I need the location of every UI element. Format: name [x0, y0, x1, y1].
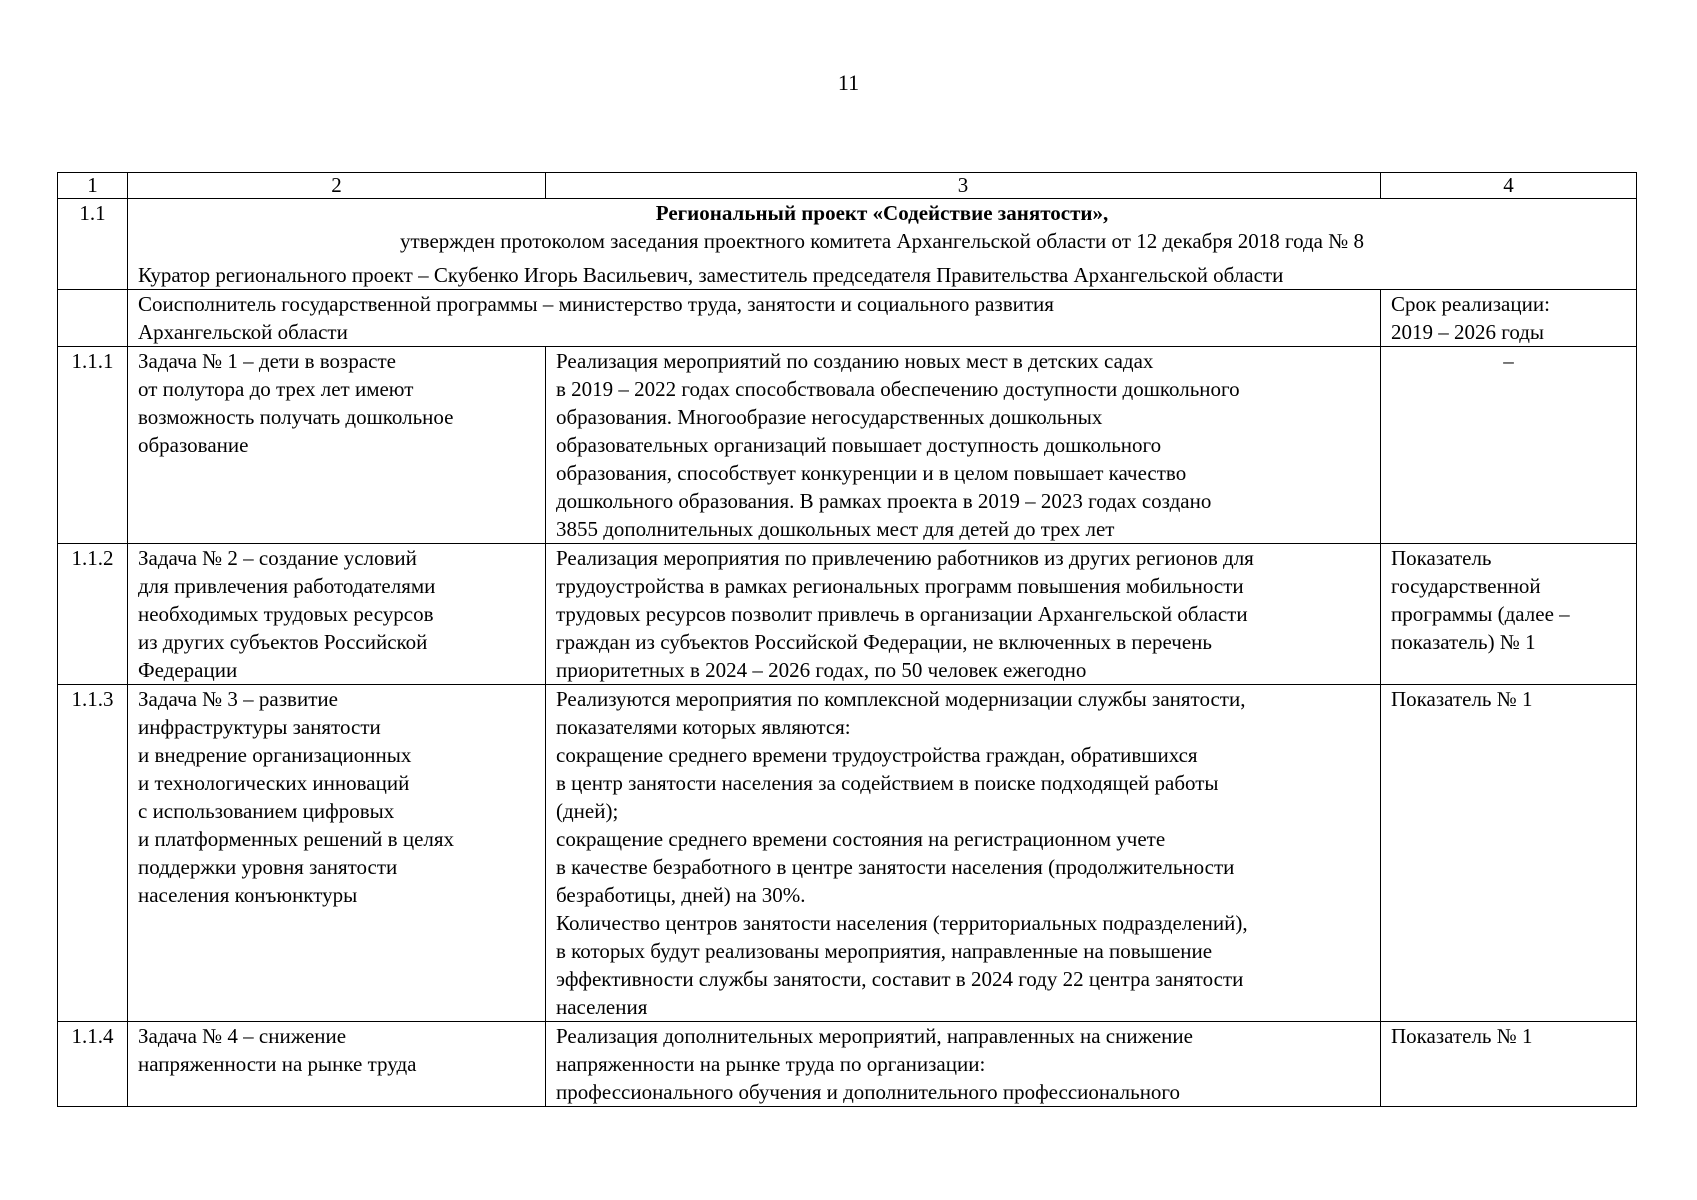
- row-number: 1.1.3: [58, 685, 128, 1022]
- table-row: [58, 347, 1637, 544]
- term-cell: [1381, 290, 1637, 347]
- description-line: Количество центров занятости населения (территориальных подразделений),: [556, 911, 1248, 935]
- task-line: образование: [138, 433, 249, 457]
- indicator-cell: [1381, 1022, 1637, 1107]
- description-line: образования, способствует конкуренции и в целом повышает качество: [556, 461, 1187, 485]
- description-line: напряженности на рынке труда по организации:: [556, 1052, 986, 1076]
- table-header-row: [58, 173, 1637, 199]
- term-line: 2019 – 2026 годы: [1391, 320, 1545, 344]
- task-line: Задача № 2 – создание условий: [138, 546, 417, 570]
- description-line: приоритетных в 2024 – 2026 годах, по 50 человек ежегодно: [556, 658, 1087, 682]
- task-line: Федерации: [138, 658, 238, 682]
- task-line: поддержки уровня занятости: [138, 855, 398, 879]
- row-number: 1.1.1: [58, 347, 128, 544]
- description-line: сокращение среднего времени трудоустройства граждан, обратившихся: [556, 743, 1198, 767]
- indicator-line: Показатель: [1391, 546, 1492, 570]
- coexecutor-line: Архангельской области: [138, 320, 348, 344]
- description-line: Реализация дополнительных мероприятий, направленных на снижение: [556, 1024, 1193, 1048]
- project-row: [58, 199, 1637, 290]
- project-number: 1.1: [58, 199, 128, 290]
- task-line: и платформенных решений в целях: [138, 827, 455, 851]
- description-cell: [546, 685, 1381, 1022]
- description-line: образования. Многообразие негосударственных дошкольных: [556, 405, 1103, 429]
- project-approval: утвержден протоколом заседания проектного комитета Архангельской области от 12 декабря 2018 года № 8: [399, 229, 1365, 253]
- description-line: населения: [556, 995, 648, 1019]
- header-cell-1: 1: [58, 173, 128, 199]
- description-line: трудоустройства в рамках региональных программ повышения мобильности: [556, 574, 1244, 598]
- term-line: Срок реализации:: [1391, 292, 1550, 316]
- description-line: Реализация мероприятий по созданию новых мест в детских садах: [556, 349, 1154, 373]
- header-cell-3: 3: [546, 173, 1381, 199]
- task-cell: [128, 347, 546, 544]
- project-title: Региональный проект «Содействие занятости»,: [655, 201, 1109, 225]
- task-line: Задача № 4 – снижение: [138, 1024, 347, 1048]
- indicator-line: показатель) № 1: [1391, 630, 1536, 654]
- description-line: в которых будут реализованы мероприятия, направленные на повышение: [556, 939, 1213, 963]
- description-cell: [546, 544, 1381, 685]
- table-row: [58, 1022, 1637, 1107]
- indicator-line: Показатель № 1: [1391, 1024, 1533, 1048]
- description-line: в 2019 – 2022 годах способствовала обеспечению доступности дошкольного: [556, 377, 1240, 401]
- indicator-line: государственной: [1391, 574, 1541, 598]
- description-line: показателями которых являются:: [556, 715, 851, 739]
- indicator-cell: [1381, 685, 1637, 1022]
- coexecutor-line: Соисполнитель государственной программы – министерство труда, занятости и социального развития: [138, 292, 1054, 316]
- task-line: от полутора до трех лет имеют: [138, 377, 414, 401]
- coexecutor-cell: [128, 290, 1381, 347]
- table-row: [58, 544, 1637, 685]
- description-line: эффективности службы занятости, составит в 2024 году 22 центра занятости: [556, 967, 1244, 991]
- indicator-line: –: [1503, 349, 1514, 373]
- description-line: 3855 дополнительных дошкольных мест для детей до трех лет: [556, 517, 1115, 541]
- description-line: Реализуются мероприятия по комплексной модернизации службы занятости,: [556, 687, 1246, 711]
- description-line: Реализация мероприятия по привлечению работников из других регионов для: [556, 546, 1254, 570]
- indicator-line: программы (далее –: [1391, 602, 1570, 626]
- project-cell: [128, 199, 1637, 290]
- indicator-cell: [1381, 544, 1637, 685]
- task-line: Задача № 1 – дети в возрасте: [138, 349, 396, 373]
- task-line: Задача № 3 – развитие: [138, 687, 338, 711]
- indicator-cell: [1381, 347, 1637, 544]
- task-line: и внедрение организационных: [138, 743, 412, 767]
- task-cell: [128, 544, 546, 685]
- description-line: безработицы, дней) на 30%.: [556, 883, 806, 907]
- description-line: в центр занятости населения за содействием в поиске подходящей работы: [556, 771, 1219, 795]
- task-line: населения конъюнктуры: [138, 883, 358, 907]
- task-line: для привлечения работодателями: [138, 574, 436, 598]
- description-line: граждан из субъектов Российской Федерации, не включенных в перечень: [556, 630, 1212, 654]
- description-line: в качестве безработного в центре занятости населения (продолжительности: [556, 855, 1235, 879]
- description-line: дошкольного образования. В рамках проекта в 2019 – 2023 годах создано: [556, 489, 1212, 513]
- task-line: возможность получать дошкольное: [138, 405, 454, 429]
- task-line: из других субъектов Российской: [138, 630, 428, 654]
- task-line: необходимых трудовых ресурсов: [138, 602, 434, 626]
- task-line: и технологических инноваций: [138, 771, 410, 795]
- description-cell: [546, 1022, 1381, 1107]
- description-cell: [546, 347, 1381, 544]
- indicator-line: Показатель № 1: [1391, 687, 1533, 711]
- description-line: (дней);: [556, 799, 619, 823]
- header-cell-4: 4: [1381, 173, 1637, 199]
- task-cell: [128, 1022, 546, 1107]
- task-cell: [128, 685, 546, 1022]
- task-line: с использованием цифровых: [138, 799, 395, 823]
- project-curator: Куратор регионального проект – Скубенко Игорь Васильевич, заместитель председателя Правительства Архангельской области: [138, 263, 1284, 287]
- page-number: 11: [837, 70, 860, 95]
- task-line: инфраструктуры занятости: [138, 715, 381, 739]
- coexecutor-num-cell: [58, 290, 128, 347]
- table-row: [58, 685, 1637, 1022]
- row-number: 1.1.4: [58, 1022, 128, 1107]
- description-line: профессионального обучения и дополнительного профессионального: [556, 1080, 1181, 1104]
- description-line: трудовых ресурсов позволит привлечь в организации Архангельской области: [556, 602, 1248, 626]
- row-number: 1.1.2: [58, 544, 128, 685]
- description-line: сокращение среднего времени состояния на регистрационном учете: [556, 827, 1166, 851]
- description-line: образовательных организаций повышает доступность дошкольного: [556, 433, 1162, 457]
- coexecutor-row: [58, 290, 1637, 347]
- program-table: [57, 172, 1637, 1107]
- header-cell-2: 2: [128, 173, 546, 199]
- task-line: напряженности на рынке труда: [138, 1052, 417, 1076]
